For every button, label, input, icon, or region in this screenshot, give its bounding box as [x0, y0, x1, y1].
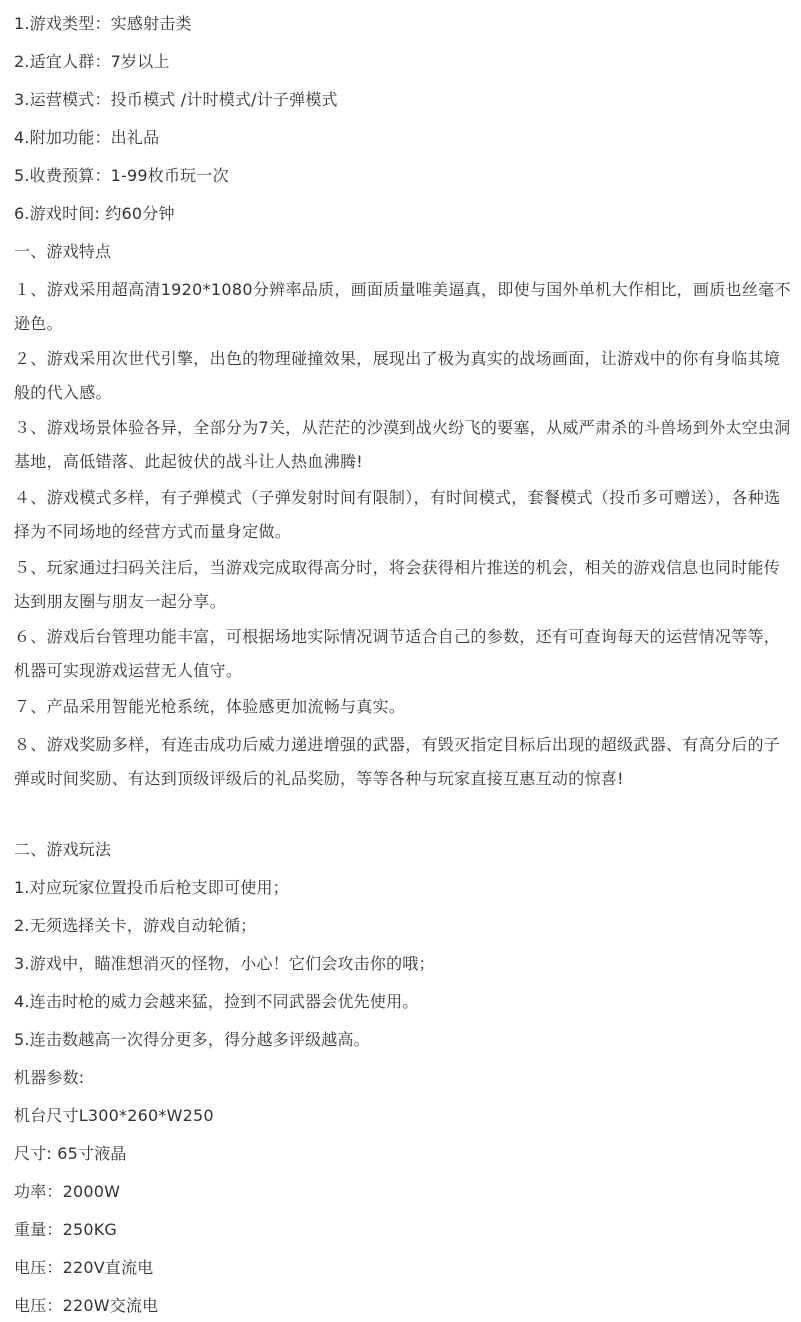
feature-item: １、游戏采用超高清1920*1080分辨率品质，画面质量唯美逼真，即使与国外单机大作相比，画质也丝毫不逊色。	[14, 280, 791, 333]
feature-item: ２、游戏采用次世代引擎，出色的物理碰撞效果，展现出了极为真实的战场画面，让游戏中的你有身临其境般的代入感。	[14, 349, 781, 402]
feature-item: ５、玩家通过扫码关注后，当游戏完成取得高分时，将会获得相片推送的机会，相关的游戏信息也同时能传达到朋友圈与朋友一起分享。	[14, 558, 781, 611]
intro-age-group: 2.适宜人群：7岁以上	[14, 52, 170, 71]
gameplay-item: 3.游戏中，瞄准想消灭的怪物，小心！它们会攻击你的哦；	[14, 954, 435, 973]
specs-heading: 机器参数:	[14, 1068, 85, 1087]
intro-game-type: 1.游戏类型：实感射击类	[14, 14, 192, 33]
gameplay-heading: 二、游戏玩法	[14, 840, 112, 859]
feature-item: ３、游戏场景体验各异，全部分为7关，从茫茫的沙漠到战火纷飞的要塞，从威严肃杀的斗兽场到外太空虫洞基地，高低错落、此起彼伏的战斗让人热血沸腾!	[14, 418, 791, 471]
intro-operation-mode: 3.运营模式：投币模式 /计时模式/计子弹模式	[14, 90, 338, 109]
intro-game-time: 6.游戏时间: 约60分钟	[14, 204, 175, 223]
feature-item: ７、产品采用智能光枪系统，体验感更加流畅与真实。	[14, 697, 406, 716]
intro-extra-function: 4.附加功能：出礼品	[14, 128, 160, 147]
spec-voltage-ac: 电压：220W交流电	[14, 1296, 159, 1315]
spec-weight: 重量：250KG	[14, 1220, 118, 1239]
features-heading: 一、游戏特点	[14, 242, 112, 261]
feature-item: ４、游戏模式多样，有子弹模式（子弹发射时间有限制），有时间模式，套餐模式（投币多可赠送），各种选择为不同场地的经营方式而量身定做。	[14, 488, 781, 541]
gameplay-item: 2.无须选择关卡，游戏自动轮循；	[14, 916, 257, 935]
intro-fee-budget: 5.收费预算：1-99枚币玩一次	[14, 166, 229, 185]
feature-item: ６、游戏后台管理功能丰富，可根据场地实际情况调节适合自己的参数，还有可查询每天的运营情况等等，机器可实现游戏运营无人值守。	[14, 627, 781, 680]
gameplay-item: 5.连击数越高一次得分更多，得分越多评级越高。	[14, 1030, 370, 1049]
spec-cabinet-size: 机台尺寸L300*260*W250	[14, 1106, 214, 1125]
feature-item: ８、游戏奖励多样，有连击成功后威力递进增强的武器，有毁灭指定目标后出现的超级武器、有高分后的子弹或时间奖励、有达到顶级评级后的礼品奖励，等等各种与玩家直接互惠互动的惊喜!	[14, 735, 781, 788]
gameplay-item: 4.连击时枪的威力会越来猛，捡到不同武器会优先使用。	[14, 992, 419, 1011]
spec-screen-size: 尺寸: 65寸液晶	[14, 1144, 127, 1163]
spec-voltage-dc: 电压：220V直流电	[14, 1258, 154, 1277]
spec-power: 功率：2000W	[14, 1182, 121, 1201]
gameplay-item: 1.对应玩家位置投币后枪支即可使用；	[14, 878, 289, 897]
